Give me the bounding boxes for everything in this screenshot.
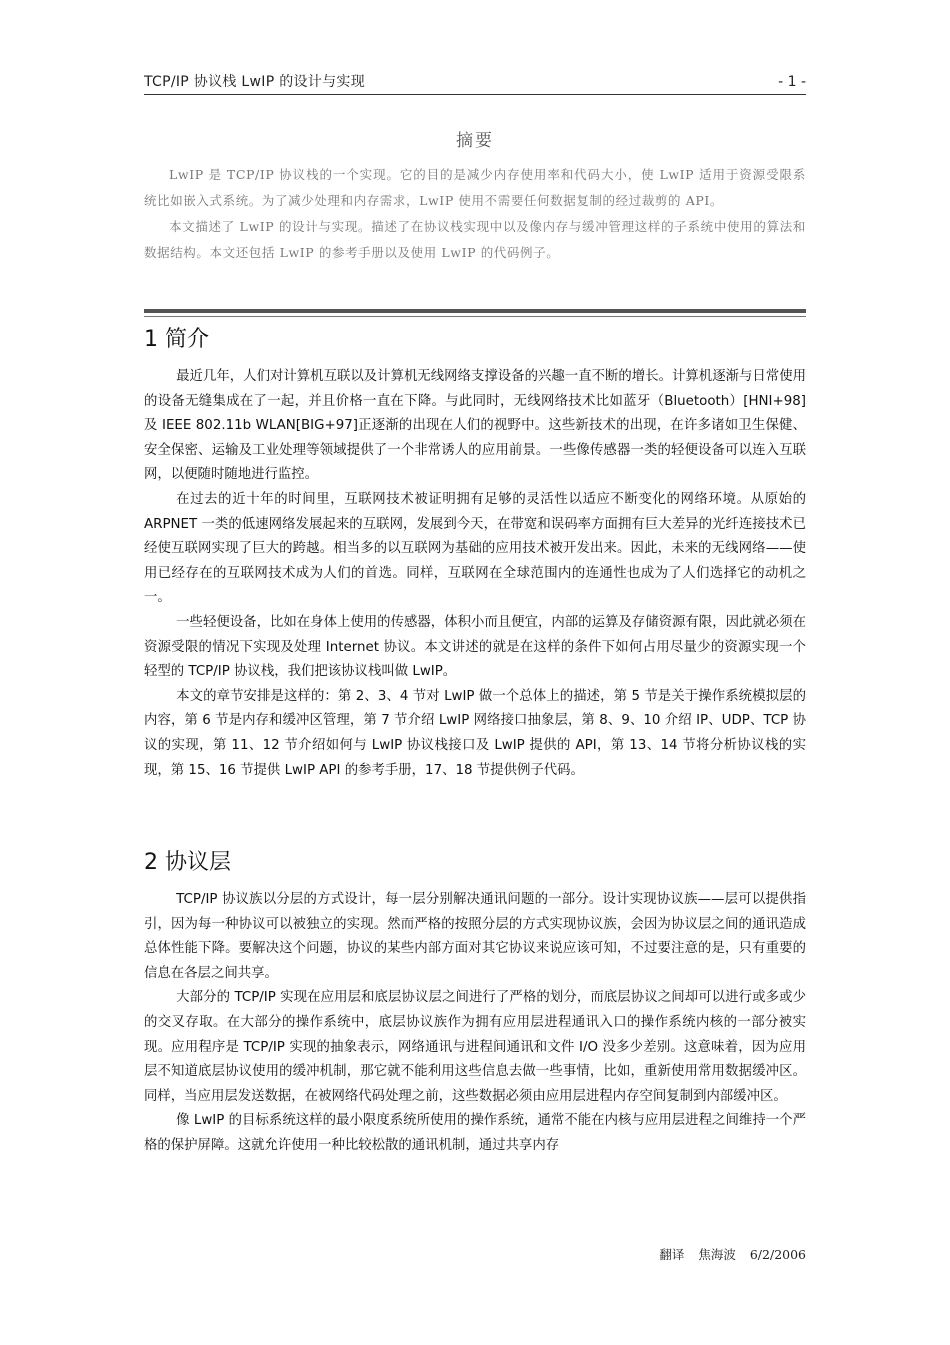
body-paragraph: 大部分的 TCP/IP 实现在应用层和底层协议层之间进行了严格的划分，而底层协议之间却可以进行或多或少的交叉存取。在大部分的操作系统中，底层协议族作为拥有应用层进程通讯入口的操作系统内核的一部分被实现。应用程序是 TCP/IP 实现的抽象表示，网络通讯与进程间通讯和文件 I/O 没多少差别。这意味着，因为应用层不知道底层协议使用的缓冲机制，那它就不能利用这些信息去做一些事情，比如，重新使用常用数据缓冲区。同样，当应用层发送数据，在被网络代码处理之前，这些数据必须由应用层进程内存空间复制到内部缓冲区。	[144, 990, 806, 1104]
page-footer	[600, 1245, 806, 1263]
section-body-protocol-layers	[144, 888, 806, 1159]
abstract	[144, 162, 806, 266]
body-paragraph: 本文的章节安排是这样的：第 2、3、4 节对 LwIP 做一个总体上的描述，第 5 节是关于操作系统模拟层的内容，第 6 节是内存和缓冲区管理，第 7 节介绍 LwIP 网络接口抽象层，第 8、9、10 介绍 IP、UDP、TCP 协议的实现，第 11、12 节介绍如何与 LwIP 协议栈接口及 LwIP 提供的 API，第 13、14 节将分析协议栈的实现，第 15、16 节提供 LwIP API 的参考手册，17、18 节提供例子代码。	[144, 688, 806, 778]
page-number: - 1 -	[778, 74, 806, 90]
body-paragraph: 在过去的近十年的时间里，互联网技术被证明拥有足够的灵活性以适应不断变化的网络环境。从原始的 ARPNET 一类的低速网络发展起来的互联网，发展到今天，在带宽和误码率方面拥有巨大差异的光纤连接技术已经使互联网实现了巨大的跨越。相当多的以互联网为基础的应用技术被开发出来。因此，未来的无线网络——使用已经存在的互联网技术成为人们的首选。同样，互联网在全球范围内的连通性也成为了人们选择它的动机之一。	[144, 491, 806, 606]
translation-label: 翻译	[659, 1247, 685, 1262]
section-heading-introduction: 1 简介	[144, 327, 209, 352]
document-date: 6/2/2006	[749, 1247, 806, 1262]
running-title: TCP/IP 协议栈 LwIP 的设计与实现	[144, 74, 366, 90]
abstract-title: 摘要	[456, 131, 494, 151]
section-divider-thin	[144, 316, 806, 317]
section-heading-protocol-layers: 2 协议层	[144, 850, 231, 875]
abstract-paragraph: 本文描述了 LwIP 的设计与实现。描述了在协议栈实现中以及像内存与缓冲管理这样的子系统中使用的算法和数据结构。本文还包括 LwIP 的参考手册以及使用 LwIP 的代码例子。	[144, 219, 806, 260]
abstract-paragraph: LwIP 是 TCP/IP 协议栈的一个实现。它的目的是减少内存使用率和代码大小，使 LwIP 适用于资源受限系统比如嵌入式系统。为了减少处理和内存需求，LwIP 使用不需要任何数据复制的经过裁剪的 API。	[144, 167, 806, 208]
body-paragraph: TCP/IP 协议族以分层的方式设计，每一层分别解决通讯问题的一部分。设计实现协议族——层可以提供指引，因为每一种协议可以被独立的实现。然而严格的按照分层的方式实现协议族，会因为协议层之间的通讯造成总体性能下降。要解决这个问题，协议的某些内部方面对其它协议来说应该可知，不过要注意的是，只有重要的信息在各层之间共享。	[144, 892, 806, 981]
body-paragraph: 最近几年，人们对计算机互联以及计算机无线网络支撑设备的兴趣一直不断的增长。计算机逐渐与日常使用的设备无缝集成在了一起，并且价格一直在下降。与此同时，无线网络技术比如蓝牙（Bluetooth）[HNI+98]及 IEEE 802.11b WLAN[BIG+97]正逐渐的出现在人们的视野中。这些新技术的出现，在许多诸如卫生保健、安全保密、运输及工业处理等领域提供了一个非常诱人的应用前景。一些像传感器一类的轻便设备可以连入互联网，以便随时随地进行监控。	[144, 369, 806, 483]
body-paragraph: 一些轻便设备，比如在身体上使用的传感器，体积小而且便宜，内部的运算及存储资源有限，因此就必须在资源受限的情况下实现及处理 Internet 协议。本文讲述的就是在这样的条件下如何占用尽量少的资源实现一个轻型的 TCP/IP 协议栈，我们把该协议栈叫做 LwIP。	[144, 614, 806, 680]
page-header	[144, 72, 806, 95]
section-body-introduction	[144, 365, 806, 783]
section-divider	[144, 309, 806, 313]
translator-name: 焦海波	[698, 1247, 736, 1262]
body-paragraph: 像 LwIP 的目标系统这样的最小限度系统所使用的操作系统，通常不能在内核与应用层进程之间维持一个严格的保护屏障。这就允许使用一种比较松散的通讯机制，通过共享内存	[144, 1113, 806, 1153]
